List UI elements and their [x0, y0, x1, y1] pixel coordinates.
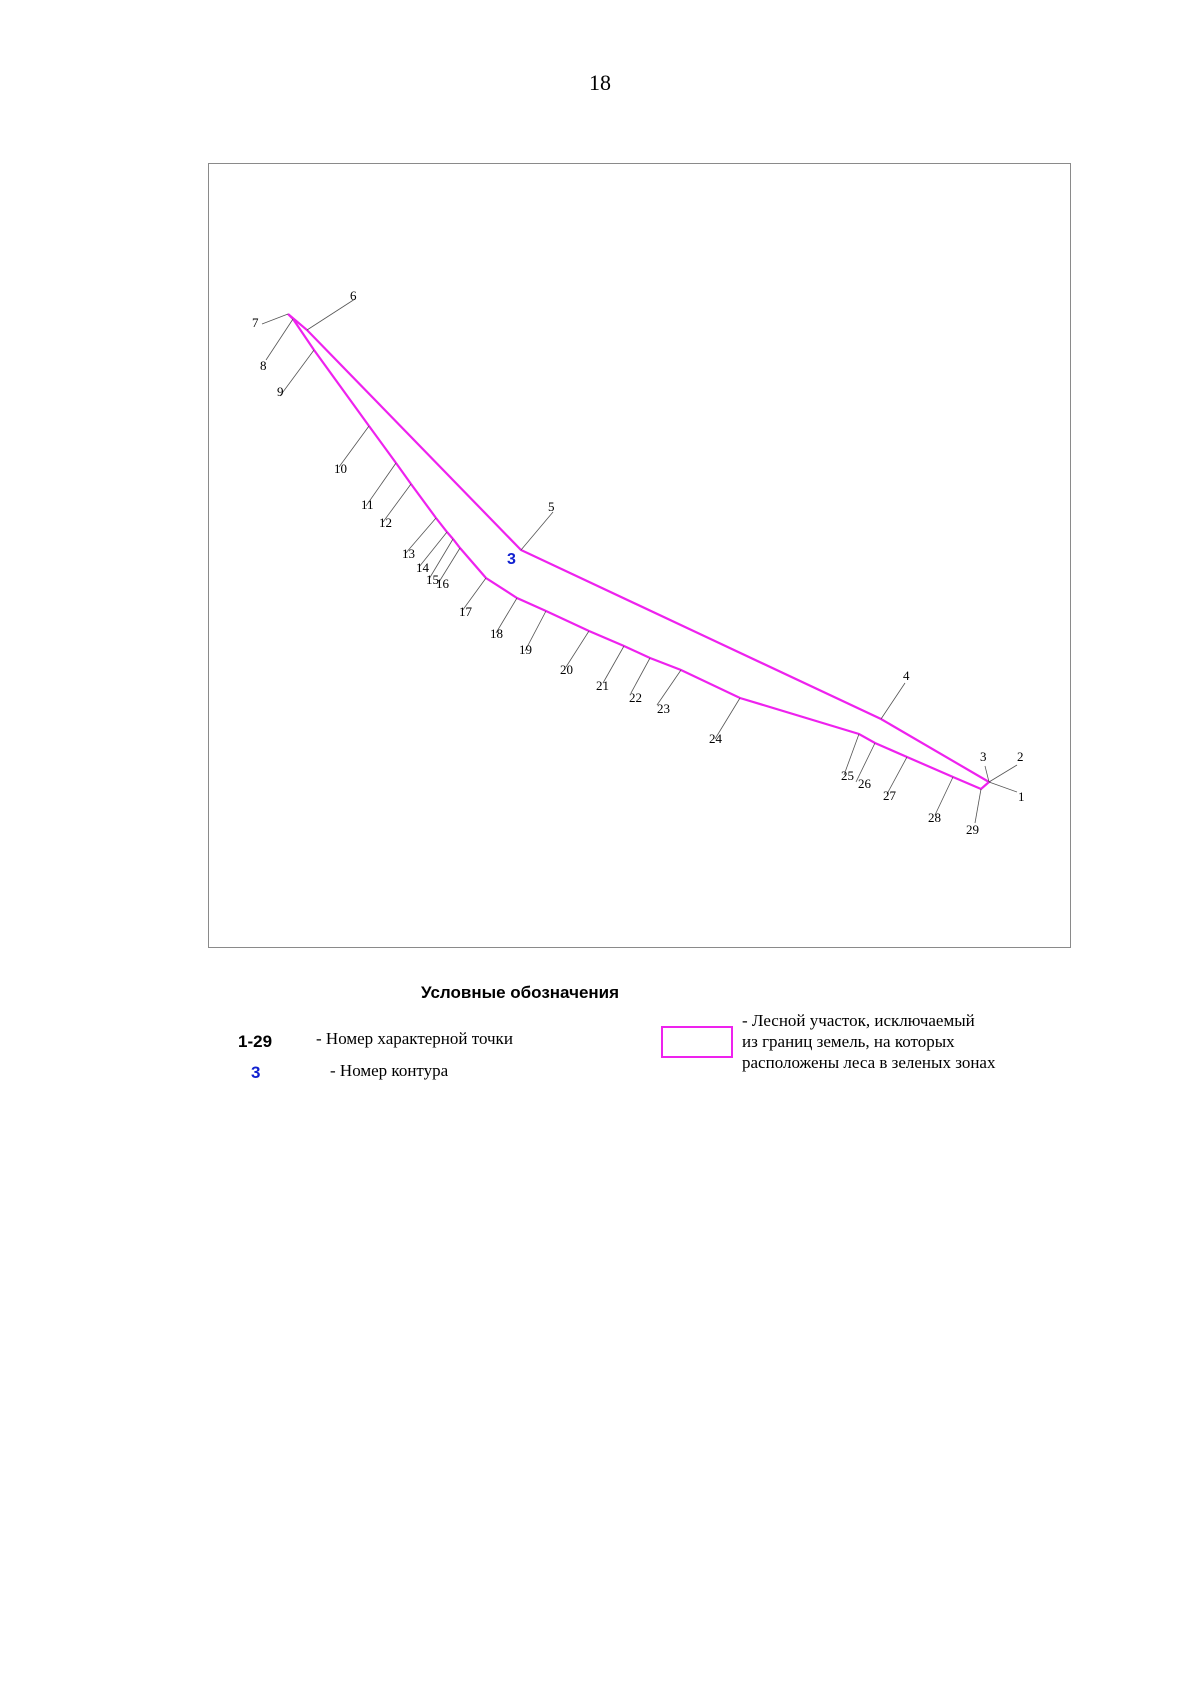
point-label-21: 21 [596, 678, 609, 693]
point-label-18: 18 [490, 626, 503, 641]
forest-plot-outline [288, 314, 989, 789]
point-leader-8 [266, 319, 293, 360]
point-label-22: 22 [629, 690, 642, 705]
point-label-9: 9 [277, 384, 284, 399]
point-label-25: 25 [841, 768, 854, 783]
point-leader-23 [657, 670, 681, 705]
point-label-4: 4 [903, 668, 910, 683]
legend-point-text: - Номер характерной точки [316, 1029, 513, 1048]
point-label-12: 12 [379, 515, 392, 530]
legend-contour-text: - Номер контура [330, 1061, 449, 1080]
point-label-3: 3 [980, 749, 987, 764]
point-leader-6 [307, 299, 355, 330]
point-label-20: 20 [560, 662, 573, 677]
point-label-23: 23 [657, 701, 670, 716]
point-leader-9 [280, 350, 314, 396]
legend-area-line-1: - Лесной участок, исключаемый [742, 1011, 975, 1030]
point-label-26: 26 [858, 776, 871, 791]
point-leader-4 [881, 683, 905, 719]
point-label-8: 8 [260, 358, 267, 373]
point-leader-7 [262, 314, 288, 324]
point-label-15: 15 [426, 572, 439, 587]
legend-point-symbol: 1-29 [238, 1032, 273, 1051]
point-label-16: 16 [436, 576, 449, 591]
point-label-2: 2 [1017, 749, 1024, 764]
legend-area-swatch [661, 1026, 733, 1058]
map-frame [208, 163, 1071, 948]
point-label-28: 28 [928, 810, 941, 825]
point-label-24: 24 [709, 731, 722, 746]
legend-area-line-2: из границ земель, на которых [742, 1032, 955, 1051]
legend-title: Условные обозначения [420, 983, 620, 1002]
point-label-11: 11 [361, 497, 374, 512]
page-number: 18 [589, 70, 611, 95]
point-label-10: 10 [334, 461, 347, 476]
point-leader-2 [989, 765, 1017, 782]
point-label-6: 6 [350, 288, 357, 303]
contour-number-label: 3 [507, 551, 516, 568]
point-label-17: 17 [459, 604, 472, 619]
point-leader-29 [975, 789, 981, 823]
point-leader-22 [631, 658, 650, 693]
point-label-29: 29 [966, 822, 979, 837]
point-label-27: 27 [883, 788, 896, 803]
point-label-7: 7 [252, 315, 259, 330]
boundary-map [209, 164, 1072, 949]
point-leader-5 [521, 512, 553, 550]
point-leader-1 [989, 782, 1017, 792]
point-label-5: 5 [548, 499, 555, 514]
point-label-14: 14 [416, 560, 429, 575]
point-label-1: 1 [1018, 789, 1025, 804]
legend-contour-symbol: 3 [251, 1063, 261, 1082]
point-label-19: 19 [519, 642, 532, 657]
point-label-13: 13 [402, 546, 415, 561]
legend-area-line-3: расположены леса в зеленых зонах [742, 1053, 996, 1072]
